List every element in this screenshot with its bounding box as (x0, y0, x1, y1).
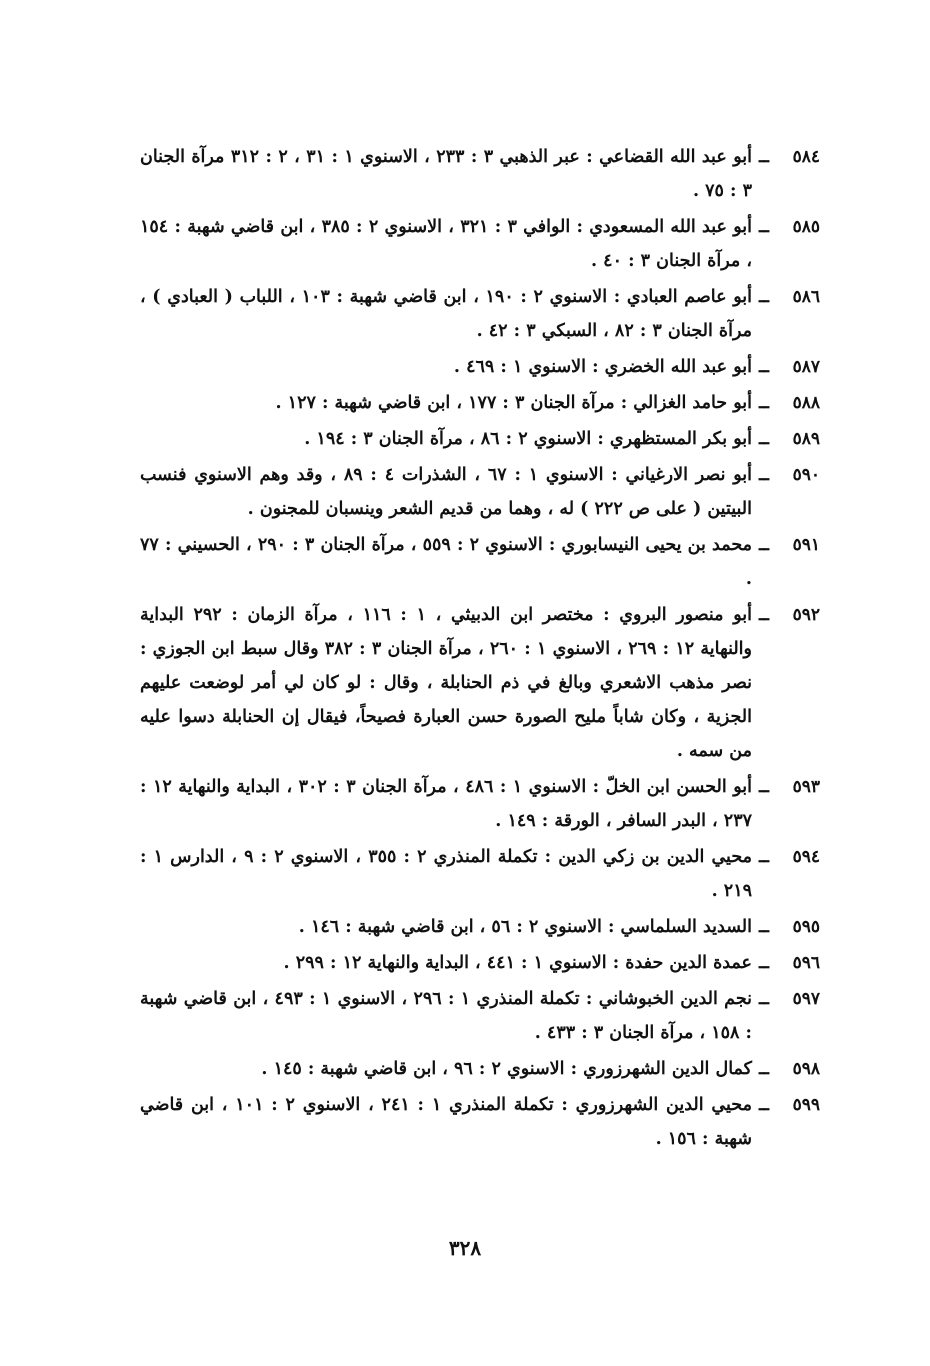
entry-text: أبو حامد الغزالي : مرآة الجنان ٣ : ١٧٧ ، ابن قاضي شهبة : ١٢٧ . (275, 393, 752, 413)
entry-number: ٥٨٦ (792, 287, 820, 307)
entry-587 (140, 350, 820, 384)
entry-dash: ــ (759, 287, 769, 307)
entry-number: ٥٩٨ (792, 1059, 820, 1079)
entry-593 (140, 770, 820, 838)
entry-dash: ــ (759, 535, 769, 555)
entry-dash: ــ (759, 393, 769, 413)
entry-text: أبو عبد الله القضاعي : عبر الذهبي ٣ : ٢٣٣ ، الاسنوي ١ : ٣١ ، ٢ : ٣١٢ مرآة الجنان ٣ : ٧٥ . (140, 147, 752, 201)
entry-596 (140, 946, 820, 980)
entry-597 (140, 982, 820, 1050)
entry-dash: ــ (759, 465, 769, 485)
entry-text: كمال الدين الشهرزوري : الاسنوي ٢ : ٩٦ ، ابن قاضي شهبة : ١٤٥ . (261, 1059, 752, 1079)
entry-592 (140, 598, 820, 768)
entry-text: السديد السلماسي : الاسنوي ٢ : ٥٦ ، ابن قاضي شهبة : ١٤٦ . (298, 917, 752, 937)
entry-590 (140, 458, 820, 526)
entry-number: ٥٨٨ (792, 393, 820, 413)
entry-text: نجم الدين الخبوشاني : تكملة المنذري ١ : ٢٩٦ ، الاسنوي ١ : ٤٩٣ ، ابن قاضي شهبة : ١٥٨ ، مرآة الجنان ٣ : ٤٣٣ . (140, 989, 752, 1043)
entry-dash: ــ (759, 147, 769, 167)
entry-dash: ــ (759, 1059, 769, 1079)
entry-number: ٥٩٣ (792, 777, 820, 797)
entry-number: ٥٩٢ (792, 605, 820, 625)
entry-599 (140, 1088, 820, 1156)
entry-dash: ــ (759, 847, 769, 867)
entry-dash: ــ (759, 429, 769, 449)
entry-text: أبو عبد الله المسعودي : الوافي ٣ : ٣٢١ ، الاسنوي ٢ : ٣٨٥ ، ابن قاضي شهبة : ١٥٤ ، مرآة الجنان ٣ : ٤٠ . (140, 217, 753, 271)
entry-dash: ــ (759, 917, 769, 937)
entry-dash: ــ (759, 605, 769, 625)
entry-dash: ــ (759, 777, 769, 797)
entry-dash: ــ (759, 989, 769, 1009)
entry-number: ٥٨٥ (792, 217, 820, 237)
entry-585 (140, 210, 820, 278)
entry-number: ٥٩٠ (792, 465, 820, 485)
entry-dash: ــ (759, 1095, 769, 1115)
entry-number: ٥٨٩ (792, 429, 820, 449)
entry-594 (140, 840, 820, 908)
entry-number: ٥٩٤ (792, 847, 820, 867)
entry-text: محيي الدين الشهرزوري : تكملة المنذري ١ : ٢٤١ ، الاسنوي ٢ : ١٠١ ، ابن قاضي شهبة : ١٥٦ . (140, 1095, 752, 1149)
entry-595 (140, 910, 820, 944)
entry-number: ٥٨٤ (792, 147, 820, 167)
entry-text: أبو عاصم العبادي : الاسنوي ٢ : ١٩٠ ، ابن قاضي شهبة : ١٠٣ ، اللباب ( العبادي ) ، مرآة الجنان ٣ : ٨٢ ، السبكي ٣ : ٤٢ . (140, 287, 752, 341)
entry-dash: ــ (759, 953, 769, 973)
entry-text: أبو عبد الله الخضري : الاسنوي ١ : ٤٦٩ . (453, 357, 752, 377)
entry-dash: ــ (759, 217, 769, 237)
entry-text: عمدة الدين حفدة : الاسنوي ١ : ٤٤١ ، البداية والنهاية ١٢ : ٢٩٩ . (283, 953, 752, 973)
entry-591 (140, 528, 820, 596)
entry-number: ٥٩١ (792, 535, 820, 555)
page-number: ٣٢٨ (448, 1236, 482, 1260)
entry-text: أبو منصور البروي : مختصر ابن الدبيثي ، ١ : ١١٦ ، مرآة الزمان : ٢٩٢ البداية والنهاية ١٢ : ٢٦٩ ، الاسنوي ١ : ٢٦٠ ، مرآة الجنان ٣ : ٣٨٢ وقال سبط ابن الجوزي : نصر مذهب الاشعري وبالغ في ذم الحنابلة ، وقال : لو كان لي أمر لوضعت عليهم الجزية ، وكان شاباً مليح الصورة حسن العبارة فصيحاً، فيقال إن الحنابلة دسوا عليه من سمه . (140, 605, 752, 761)
entry-number: ٥٩٧ (792, 989, 820, 1009)
entry-text: محمد بن يحيى النيسابوري : الاسنوي ٢ : ٥٥٩ ، مرآة الجنان ٣ : ٢٩٠ ، الحسيني : ٧٧ . (140, 535, 753, 589)
entry-588 (140, 386, 820, 420)
entry-598 (140, 1052, 820, 1086)
entry-text: محيي الدين بن زكي الدين : تكملة المنذري ٢ : ٣٥٥ ، الاسنوي ٢ : ٩ ، الدارس ١ : ٢١٩ . (140, 847, 752, 901)
entry-586 (140, 280, 820, 348)
entry-number: ٥٨٧ (792, 357, 820, 377)
entry-dash: ــ (759, 357, 769, 377)
entry-text: أبو نصر الارغياني : الاسنوي ١ : ٦٧ ، الشذرات ٤ : ٨٩ ، وقد وهم الاسنوي فنسب البيتين ( على ص ٢٢٢ ) له ، وهما من قديم الشعر وينسبان للمجنون . (140, 465, 752, 519)
entry-number: ٥٩٦ (792, 953, 820, 973)
footnote-list (140, 140, 820, 1158)
entry-584 (140, 140, 820, 208)
entry-589 (140, 422, 820, 456)
entry-number: ٥٩٩ (792, 1095, 820, 1115)
entry-text: أبو بكر المستظهري : الاسنوي ٢ : ٨٦ ، مرآة الجنان ٣ : ١٩٤ . (304, 429, 752, 449)
entry-text: أبو الحسن ابن الخلّ : الاسنوي ١ : ٤٨٦ ، مرآة الجنان ٣ : ٣٠٢ ، البداية والنهاية ١٢ : ٢٣٧ ، البدر السافر ، الورقة : ١٤٩ . (140, 777, 752, 831)
entry-number: ٥٩٥ (792, 917, 820, 937)
